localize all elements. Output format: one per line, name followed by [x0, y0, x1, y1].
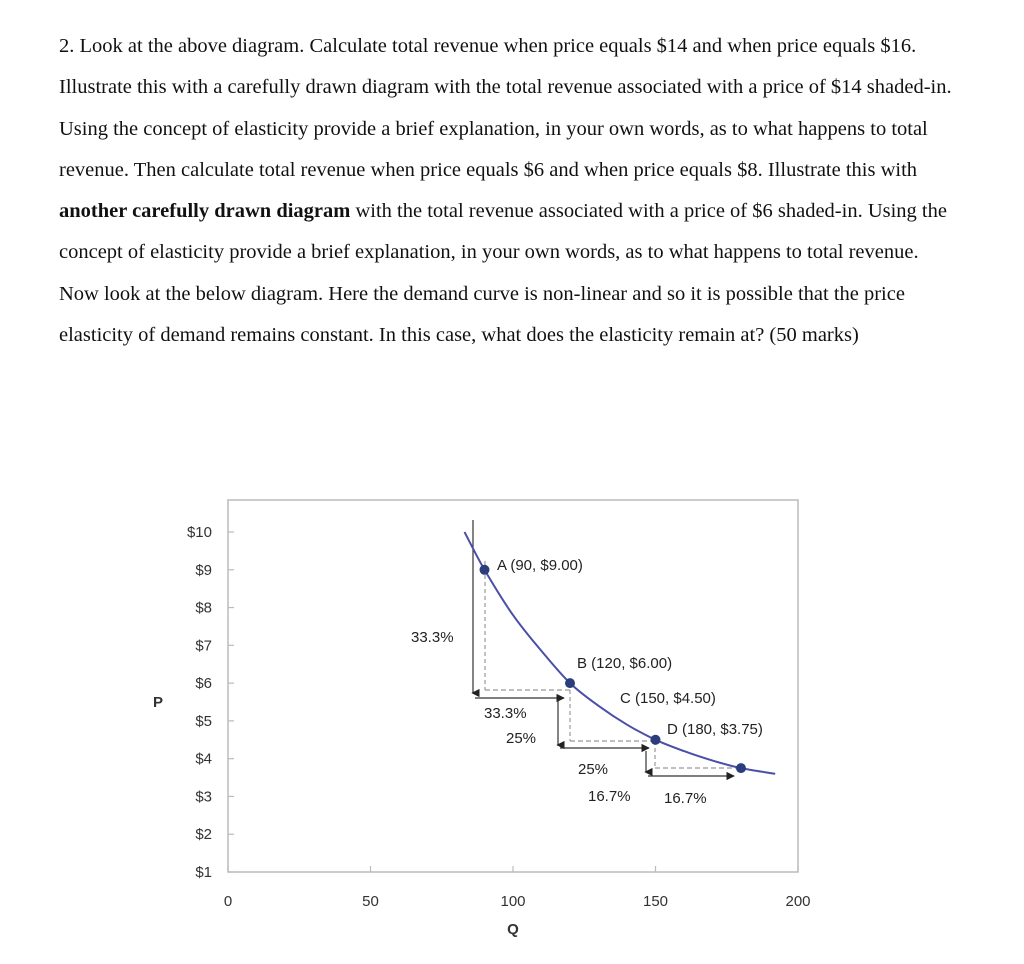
point-a-label: A (90, $9.00) [497, 557, 583, 574]
y-tick-label: $9 [195, 561, 212, 579]
curve-point-a [480, 565, 490, 575]
y-tick-label: $5 [195, 712, 212, 730]
annotation-quantity-change-bc: 25% [578, 761, 609, 778]
y-axis-label: P [152, 694, 164, 711]
y-axis-ticks [187, 524, 234, 881]
plot-frame [228, 500, 798, 872]
annotation-quantity-change-ab: 33.3% [484, 705, 527, 722]
point-c-label: C (150, $4.50) [620, 690, 716, 707]
x-axis-label: Q [507, 921, 519, 938]
y-tick-label: $7 [195, 637, 212, 655]
curve-point-d [736, 763, 746, 773]
x-tick-label: 50 [362, 893, 379, 910]
y-tick-label: $8 [195, 599, 212, 617]
y-tick-label: $1 [195, 864, 212, 881]
y-tick-label: $6 [195, 675, 212, 693]
y-tick-label: $4 [195, 750, 212, 768]
question-paragraph-2: Now look at the below diagram. Here the demand curve is non-linear and so it is possible that the price elasticity of demand remains constant. In this case, what does the elasticity remain at? (50 marks) [59, 282, 905, 347]
x-tick-label: 0 [223, 893, 233, 910]
question-after-bold: with the total revenue associated with a price of $6 shaded-in. Using the concept of elasticity provide a brief explanation, in your own words, as to what happens to total revenue. [59, 200, 947, 264]
point-d-label: D (180, $3.75) [667, 721, 763, 738]
x-tick-label: 150 [642, 893, 669, 910]
annotation-price-change-ab: 33.3% [411, 629, 454, 646]
annotation-price-change-cd: 16.7% [588, 788, 631, 805]
x-tick-label: 100 [500, 893, 526, 910]
point-b-label: B (120, $6.00) [577, 655, 673, 672]
y-tick-label: $2 [195, 826, 212, 844]
annotation-quantity-change-cd: 16.7% [664, 790, 707, 807]
x-tick-label: 200 [785, 893, 811, 910]
y-tick-label: $10 [186, 524, 212, 541]
question-bold-phrase: another carefully drawn diagram [59, 200, 351, 223]
curve-point-c [651, 735, 661, 745]
question-intro: 2. Look at the above diagram. Calculate total revenue when price equals $14 and when price equals $16. Illustrate this with a carefully drawn diagram with the total revenue associated with a price of $14 shaded-in. Using the concept of elasticity provide a brief explanation, in your own words, as to what happens to total revenue. Then calculate total revenue when price equals $6 and when price equals $8. Illustrate this with [59, 35, 952, 181]
annotation-price-change-bc: 25% [506, 730, 537, 747]
y-tick-label: $3 [195, 788, 212, 806]
curve-point-b [565, 678, 575, 688]
